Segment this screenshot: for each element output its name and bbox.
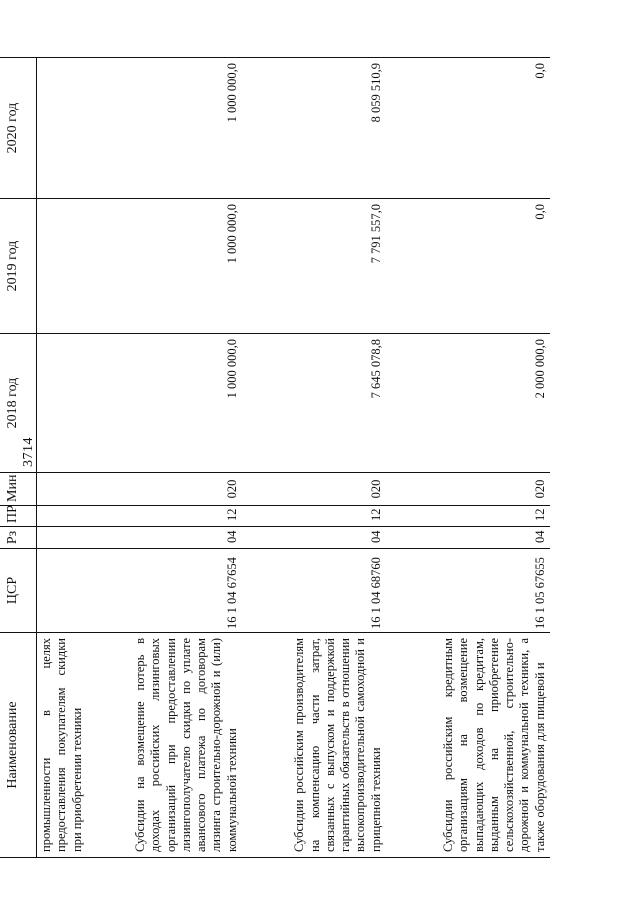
header-row [0, 58, 37, 858]
row-name: Субсидии российским производителям на компенсацию части затрат, связанных с выпуском и поддержкой гарантийных обязательств в отношении высокопроизводительной самоходной и прицепной техники [242, 633, 386, 858]
header-pr: ПР [0, 506, 37, 527]
header-2018: 2018 год [0, 334, 37, 473]
row-rz [37, 527, 99, 549]
row-2019: 7 791 557,0 [242, 199, 386, 334]
table-row [242, 58, 386, 858]
header-min: Мин [0, 473, 37, 506]
header-csr: ЦСР [0, 549, 37, 633]
row-pr: 12 [98, 506, 242, 527]
budget-table [0, 57, 550, 858]
table-row [37, 58, 99, 858]
header-name: Наименование [0, 633, 37, 858]
row-2018: 1 000 000,0 [98, 334, 242, 473]
row-2020: 8 059 510,9 [242, 58, 386, 199]
header-2020: 2020 год [0, 58, 37, 199]
row-2020: 0,0 [386, 58, 550, 199]
row-2019 [37, 199, 99, 334]
row-2018 [37, 334, 99, 473]
row-csr: 16 1 04 67654 [98, 549, 242, 633]
row-name: Субсидии на возмещение потерь в доходах российских лизинговых организаций при предоставлении лизингополучателю скидки по уплате авансового платежа по договорам лизинга строительно-дорожной и (или) коммунальной техники [98, 633, 242, 858]
row-rz: 04 [242, 527, 386, 549]
row-2018: 7 645 078,8 [242, 334, 386, 473]
row-2020: 1 000 000,0 [98, 58, 242, 199]
row-min: 020 [386, 473, 550, 506]
row-csr: 16 1 05 67655 [386, 549, 550, 633]
header-rz: Рз [0, 527, 37, 549]
row-pr [37, 506, 99, 527]
row-csr [37, 549, 99, 633]
row-min [37, 473, 99, 506]
row-pr: 12 [386, 506, 550, 527]
row-2018: 2 000 000,0 [386, 334, 550, 473]
page-number: 3714 [21, 437, 36, 467]
row-name: Субсидии российским кредитным организациям на возмещение выпадающих доходов по кредитам, выданным на приобретение сельскохозяйственной, строительно-дорожной и коммунальной техники, а также оборудования для пищевой и [386, 633, 550, 858]
row-min: 020 [98, 473, 242, 506]
budget-table-wrapper [0, 58, 579, 858]
row-name: промышленности в целях предоставления покупателям скидки при приобретении техники [37, 633, 99, 858]
row-pr: 12 [242, 506, 386, 527]
row-rz: 04 [386, 527, 550, 549]
row-rz: 04 [98, 527, 242, 549]
table-row [98, 58, 242, 858]
row-min: 020 [242, 473, 386, 506]
row-2020 [37, 58, 99, 199]
row-2019: 0,0 [386, 199, 550, 334]
row-csr: 16 1 04 68760 [242, 549, 386, 633]
row-2019: 1 000 000,0 [98, 199, 242, 334]
table-row [386, 58, 550, 858]
header-2019: 2019 год [0, 199, 37, 334]
